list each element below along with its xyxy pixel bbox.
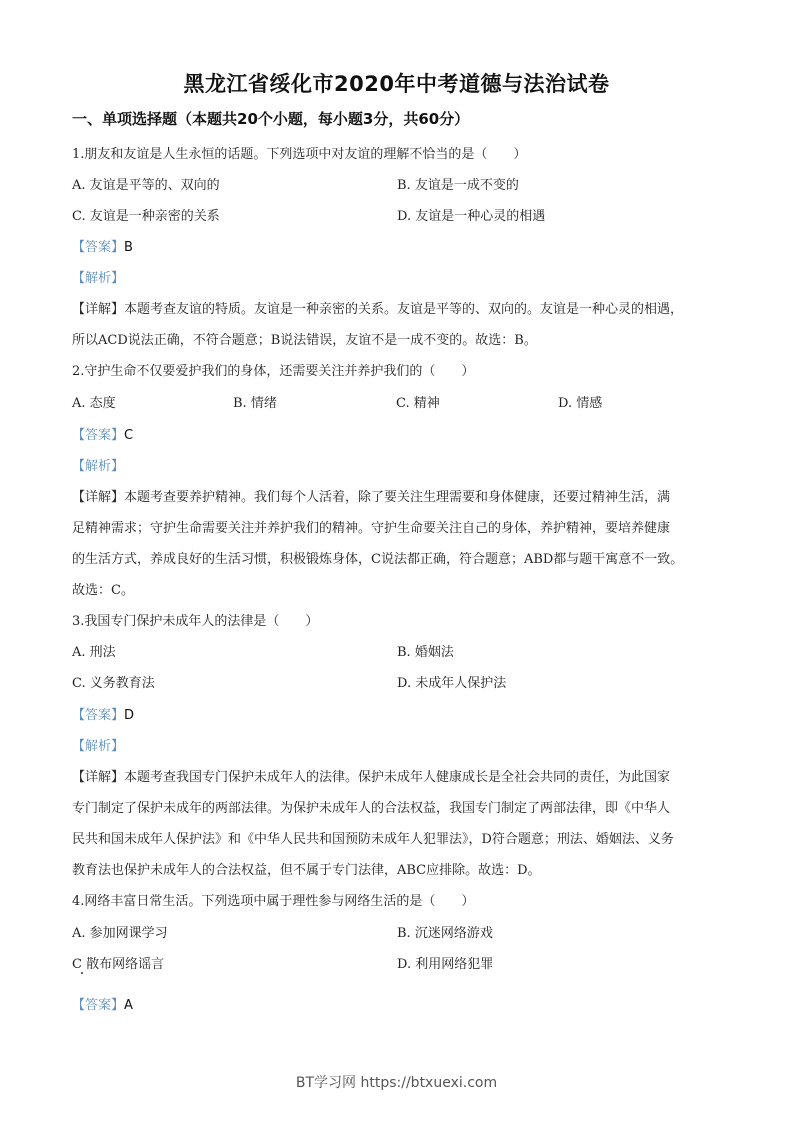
- analysis-label: 【解析】: [72, 271, 125, 286]
- answer-label: 【答案】: [72, 708, 125, 723]
- option-a: A. 友谊是平等的、双向的: [72, 178, 220, 193]
- detail-line: 民共和国未成年人保护法》和《中华人民共和国预防未成年人犯罪法》，D符合题意；刑法、婚姻法、义务: [72, 832, 674, 847]
- section-heading: 一、单项选择题（本题共20个小题，每小题3分，共60分）: [72, 110, 470, 128]
- option-d: D. 情感: [558, 396, 603, 411]
- option-c: C. 友谊是一种亲密的关系: [72, 209, 220, 224]
- option-a: A. 刑法: [72, 645, 116, 660]
- answer-value: C: [124, 428, 134, 443]
- answer-row: [72, 994, 133, 1013]
- detail-line: 故选：C。: [72, 583, 134, 598]
- answer-label: 【答案】: [72, 428, 125, 443]
- detail-line: 【详解】本题考查友谊的特质。友谊是一种亲密的关系。友谊是平等的、双向的。友谊是一种心灵的相遇，: [72, 302, 684, 317]
- option-b: B. 沉迷网络游戏: [397, 926, 493, 941]
- option-a: A. 态度: [72, 396, 116, 411]
- detail-line: 的生活方式，养成良好的生活习惯，积极锻炼身体，C说法都正确，符合题意；ABD都与题干寓意不一致。: [72, 552, 684, 567]
- detail-line: 足精神需求；守护生命需要关注并养护我们的精神。守护生命要关注自己的身体，养护精神，要培养健康: [72, 521, 671, 536]
- detail-label: 【详解】: [72, 770, 125, 785]
- analysis-label: 【解析】: [72, 739, 125, 754]
- detail-label: 【详解】: [72, 302, 125, 317]
- answer-value: A: [124, 998, 133, 1013]
- page-title: 黑龙江省绥化市2020年中考道德与法治试卷: [183, 72, 610, 96]
- answer-row: [72, 704, 134, 723]
- answer-value: B: [124, 240, 133, 255]
- option-d: D. 友谊是一种心灵的相遇: [397, 209, 546, 224]
- watermark-footer: BT学习网 https://btxuexi.com: [295, 1075, 498, 1091]
- answer-label: 【答案】: [72, 998, 125, 1013]
- question-stem: 3.我国专门保护未成年人的法律是（ ）: [72, 614, 319, 629]
- option-c: C 散布网络谣言: [72, 957, 165, 972]
- analysis-label: 【解析】: [72, 459, 125, 474]
- option-b: B. 友谊是一成不变的: [397, 178, 519, 193]
- answer-label: 【答案】: [72, 240, 125, 255]
- detail-line: 所以ACD说法正确，不符合题意；B说法错误，友谊不是一成不变的。故选：B。: [72, 333, 537, 348]
- option-a: A. 参加网课学习: [72, 926, 168, 941]
- analysis-row: [72, 455, 124, 474]
- detail-line: 专门制定了保护未成年的两部法律。为保护未成年人的合法权益，我国专门制定了两部法律，即《中华人: [72, 801, 671, 816]
- question-stem: 4.网络丰富日常生活。下列选项中属于理性参与网络生活的是（ ）: [72, 894, 475, 909]
- answer-value: D: [124, 708, 135, 723]
- option-b: B. 婚姻法: [397, 645, 454, 660]
- option-d: D. 利用网络犯罪: [397, 957, 494, 972]
- detail-label: 【详解】: [72, 490, 125, 505]
- detail-line: 【详解】本题考查我国专门保护未成年人的法律。保护未成年人健康成长是全社会共同的责任，为此国家: [72, 770, 671, 785]
- stray-mark: [81, 972, 83, 974]
- analysis-row: [72, 267, 124, 286]
- answer-row: [72, 424, 133, 443]
- answer-row: [72, 236, 133, 255]
- detail-line: 教育法也保护未成年人的合法权益，但不属于专门法律，ABC应排除。故选：D。: [72, 863, 541, 878]
- detail-line: 【详解】本题考查要养护精神。我们每个人活着，除了要关注生理需要和身体健康，还要过精神生活，满: [72, 490, 671, 505]
- analysis-row: [72, 735, 124, 754]
- question-stem: 2.守护生命不仅要爱护我们的身体，还需要关注并养护我们的（ ）: [72, 364, 475, 379]
- option-d: D. 未成年人保护法: [397, 676, 507, 691]
- option-c: C. 精神: [396, 396, 440, 411]
- question-stem: 1.朋友和友谊是人生永恒的话题。下列选项中对友谊的理解不恰当的是（ ）: [72, 147, 527, 162]
- option-c: C. 义务教育法: [72, 676, 155, 691]
- option-b: B. 情绪: [233, 396, 277, 411]
